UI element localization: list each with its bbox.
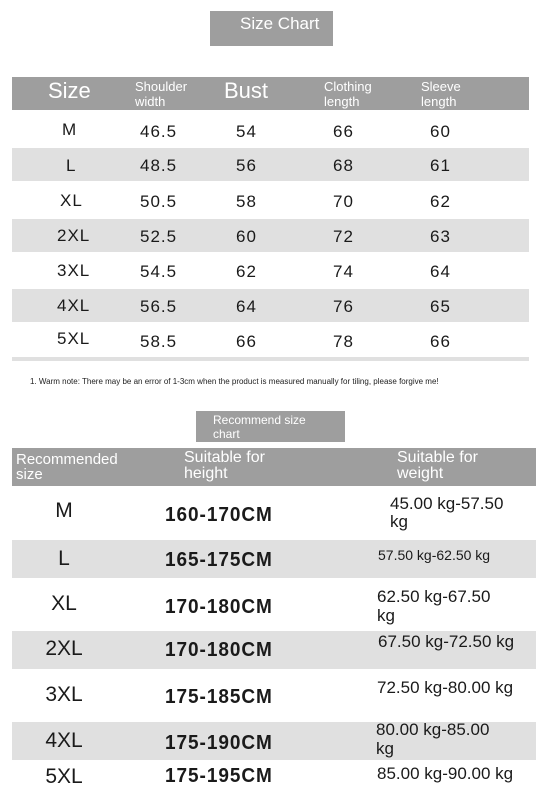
cell-sleeve: 65 (430, 297, 451, 316)
cell-length: 74 (333, 262, 354, 281)
cell-bust: 60 (236, 227, 257, 246)
rec-weight-line1: 67.50 kg-72.50 kg (378, 632, 515, 651)
header-recommended-line2: size (16, 466, 43, 483)
header-height-line2: height (184, 465, 228, 482)
rec-height: 170-180CM (165, 639, 273, 661)
cell-sleeve: 60 (430, 122, 451, 141)
recommend-title-line1: Recommend size (213, 413, 306, 427)
cell-bust: 54 (236, 122, 257, 141)
cell-sleeve: 64 (430, 262, 451, 281)
rec-weight-line1: 85.00 kg-90.00 kg (377, 764, 514, 783)
header-weight-line2: weight (397, 465, 444, 482)
cell-shoulder: 58.5 (140, 332, 178, 351)
rec-height: 170-180CM (165, 596, 273, 618)
cell-length: 70 (333, 192, 354, 211)
rec-weight-line1: 72.50 kg-80.00 kg (377, 678, 514, 697)
header-bust: Bust (224, 78, 269, 103)
cell-size: M (62, 120, 78, 139)
cell-size: XL (60, 191, 83, 210)
cell-shoulder: 50.5 (140, 192, 178, 211)
cell-size: 5XL (57, 329, 91, 348)
cell-length: 78 (333, 332, 354, 351)
cell-bust: 64 (236, 297, 257, 316)
rec-weight-line1: 80.00 kg-85.00 (376, 720, 490, 739)
recommend-chart-title (196, 411, 345, 442)
cell-size: L (66, 156, 77, 175)
header-height-line1: Suitable for (184, 449, 265, 466)
cell-length: 68 (333, 156, 354, 175)
rec-weight-line2: kg (377, 606, 395, 625)
rec-size: 2XL (45, 637, 83, 660)
header-sleeve-line1: Sleeve (421, 79, 461, 94)
rec-size: 3XL (45, 683, 83, 706)
cell-sleeve: 61 (430, 156, 451, 175)
rec-height: 160-170CM (165, 504, 273, 526)
header-shoulder-line1: Shoulder (135, 79, 188, 94)
recommend-chart-header (12, 448, 536, 486)
cell-length: 72 (333, 227, 354, 246)
rec-height: 175-185CM (165, 686, 273, 708)
rec-weight-line1: 45.00 kg-57.50 (390, 494, 504, 513)
size-chart-header (12, 77, 529, 110)
rec-weight-line1: 57.50 kg-62.50 kg (378, 547, 491, 563)
size-chart-title: Size Chart (210, 11, 333, 46)
header-weight-line1: Suitable for (397, 449, 478, 466)
cell-shoulder: 46.5 (140, 122, 178, 141)
rec-height: 175-195CM (165, 765, 273, 787)
rec-height: 175-190CM (165, 732, 273, 754)
row-stripe (12, 148, 529, 181)
cell-sleeve: 63 (430, 227, 451, 246)
rec-weight-line1: 62.50 kg-67.50 (377, 587, 491, 606)
cell-bust: 62 (236, 262, 257, 281)
rec-size: L (58, 547, 70, 570)
header-recommended-line1: Recommended (16, 451, 118, 468)
recommend-title-line2: chart (213, 427, 240, 441)
cell-bust: 58 (236, 192, 257, 211)
cell-length: 66 (333, 122, 354, 141)
header-clothing-line2: length (324, 94, 360, 109)
cell-shoulder: 56.5 (140, 297, 178, 316)
warm-note: 1. Warm note: There may be an error of 1-3cm when the product is measured manually for tiling, please forgive me! (30, 377, 439, 386)
cell-size: 2XL (57, 226, 91, 245)
header-size: Size (48, 78, 91, 103)
cell-length: 76 (333, 297, 354, 316)
cell-bust: 56 (236, 156, 257, 175)
rec-size: XL (51, 592, 77, 615)
cell-shoulder: 52.5 (140, 227, 178, 246)
cell-size: 3XL (57, 261, 91, 280)
rec-weight-line2: kg (390, 512, 408, 531)
rec-height: 165-175CM (165, 549, 273, 571)
rec-size: 5XL (45, 765, 83, 788)
cell-size: 4XL (57, 296, 91, 315)
cell-sleeve: 62 (430, 192, 451, 211)
cell-sleeve: 66 (430, 332, 451, 351)
header-clothing-line1: Clothing (324, 79, 372, 94)
cell-bust: 66 (236, 332, 257, 351)
header-sleeve-line2: length (421, 94, 457, 109)
cell-shoulder: 48.5 (140, 156, 178, 175)
cell-shoulder: 54.5 (140, 262, 178, 281)
rec-weight-line2: kg (376, 739, 394, 758)
row-stripe (12, 357, 529, 361)
rec-size: 4XL (45, 729, 83, 752)
rec-size: M (55, 499, 73, 522)
header-shoulder-line2: width (135, 94, 166, 109)
